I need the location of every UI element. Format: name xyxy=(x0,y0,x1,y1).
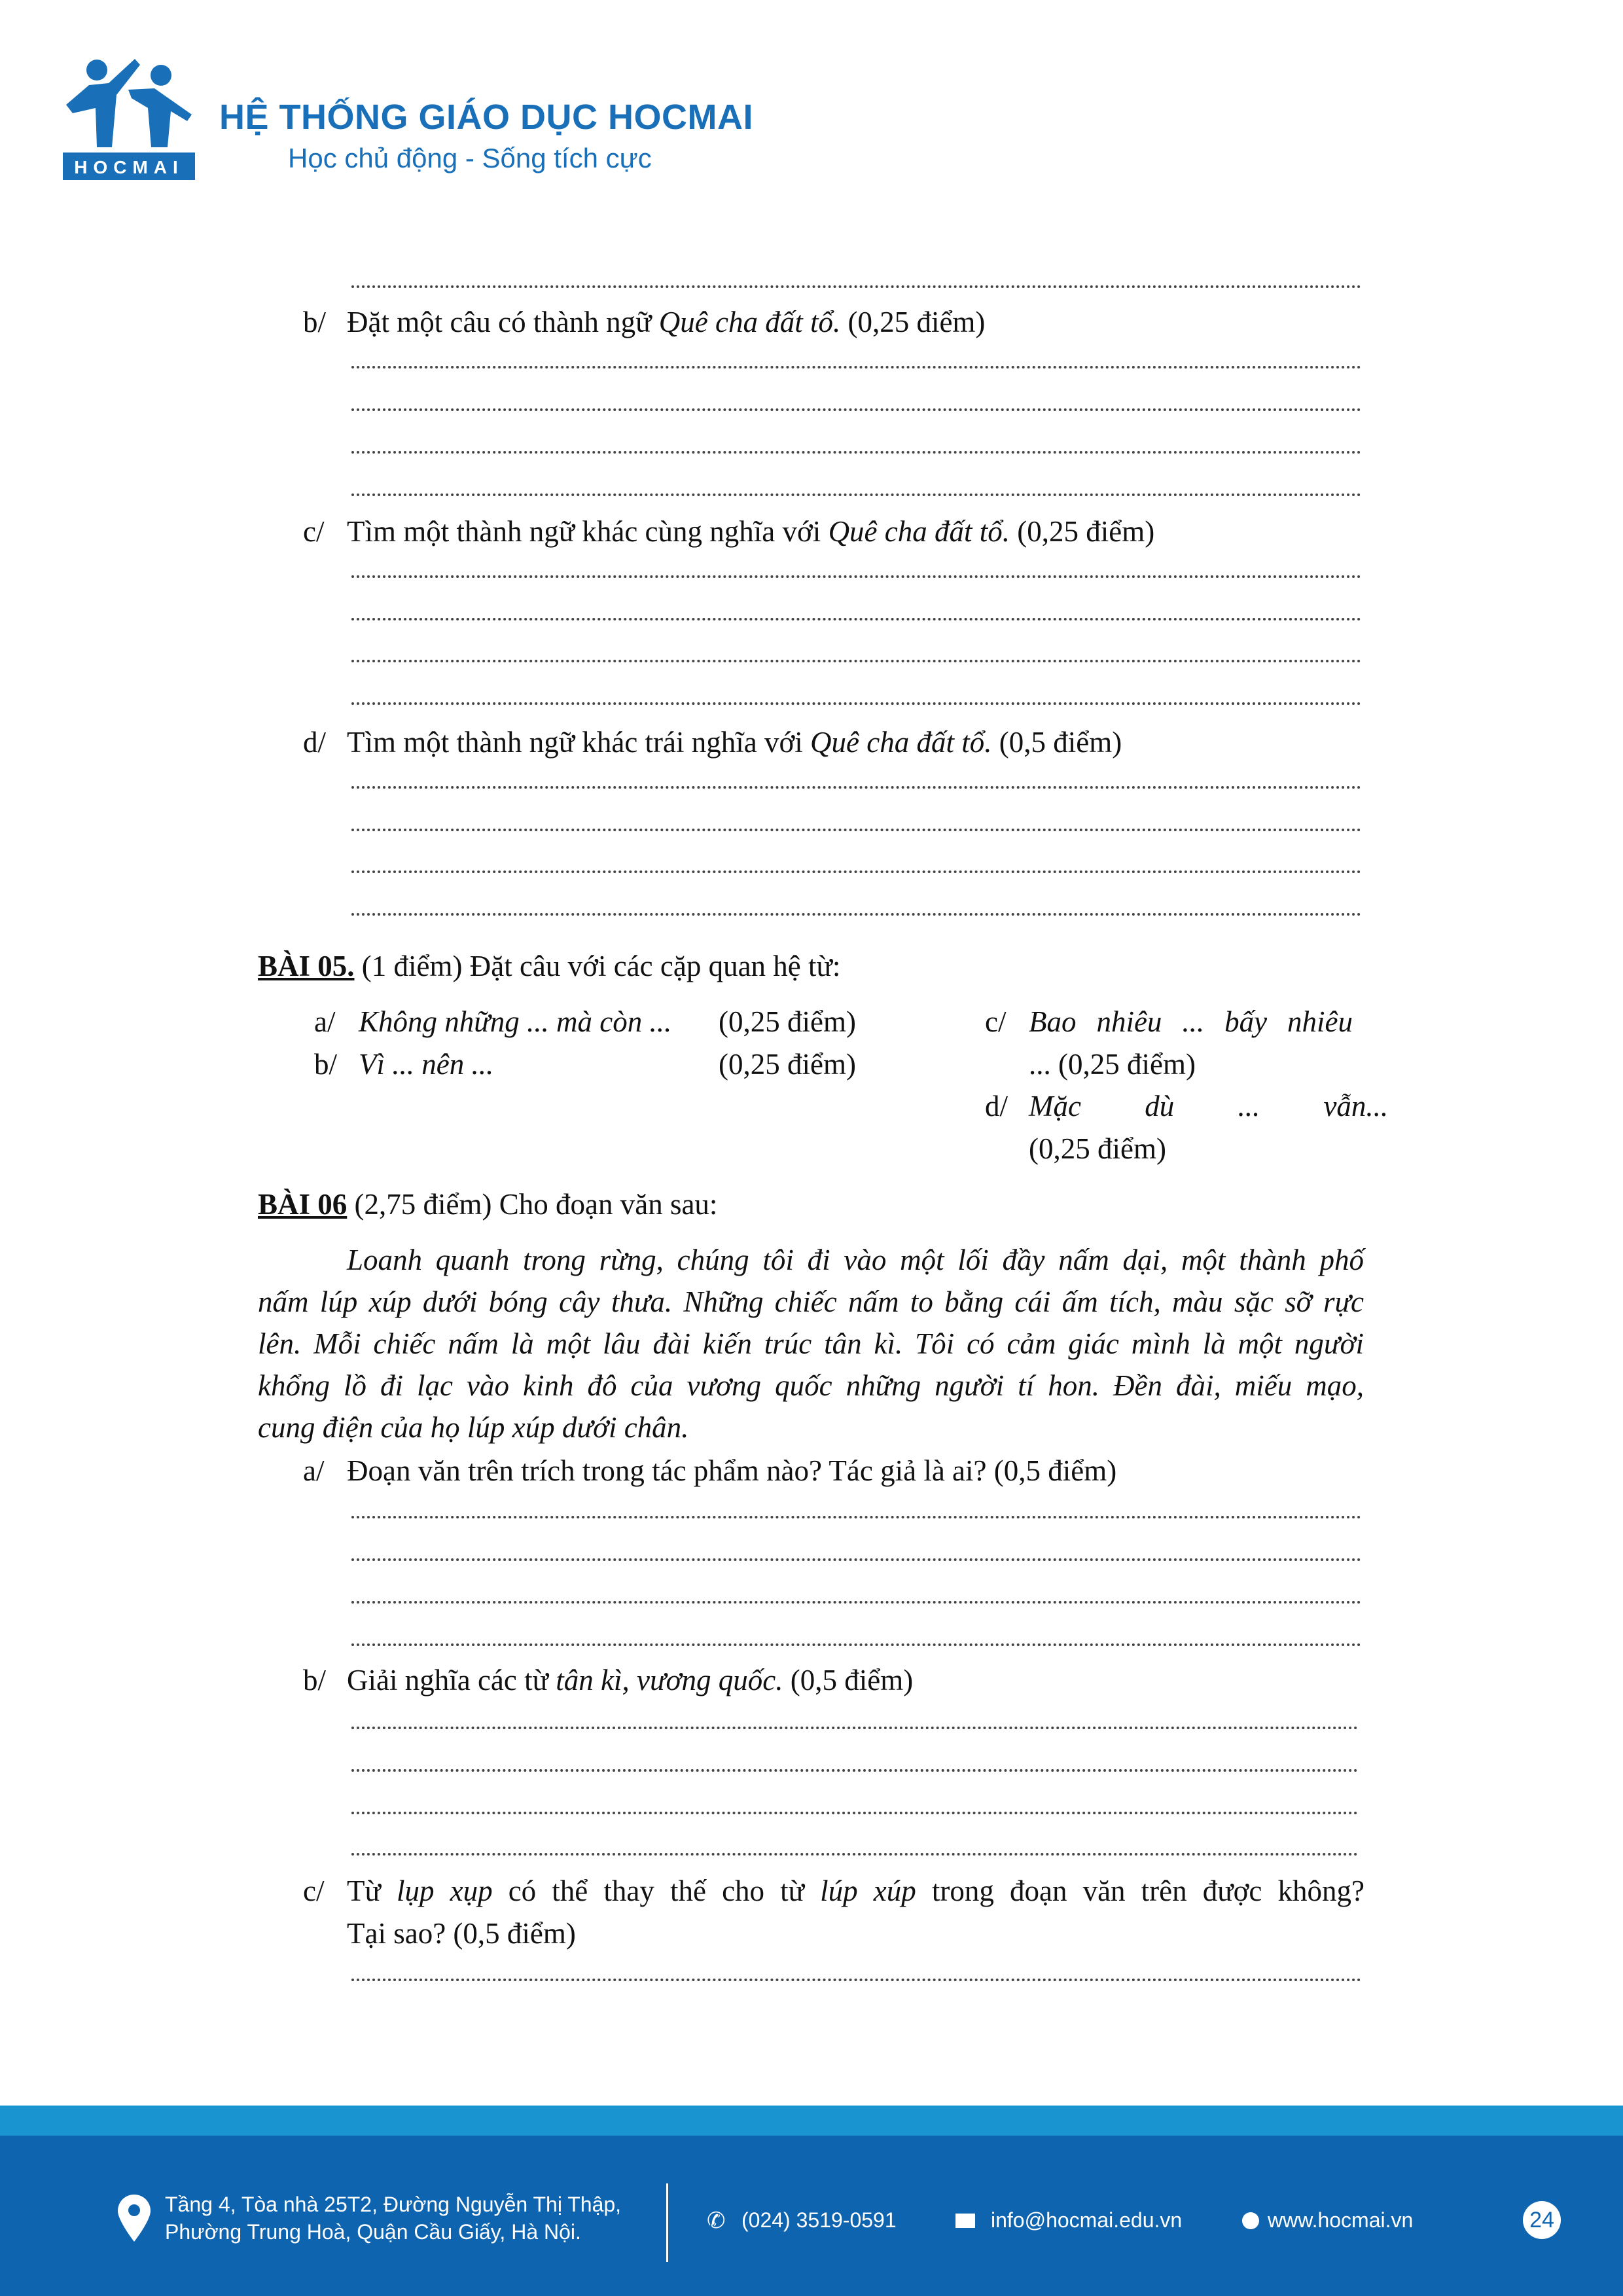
answer-line[interactable] xyxy=(351,1853,1358,1856)
answer-line[interactable] xyxy=(351,913,1361,916)
footer-email[interactable]: info@hocmai.edu.vn xyxy=(991,2208,1183,2232)
passage-line: Loanh quanh trong rừng, chúng tôi đi vào một lối đầy nấm dại, một thành phố xyxy=(347,1244,1364,1276)
q4-b-label: b/ xyxy=(303,306,327,338)
bai05-b-label: b/ xyxy=(314,1048,338,1081)
q4-b-text: Đặt một câu có thành ngữ Quê cha đất tổ. (0,25 điểm) xyxy=(347,306,986,338)
svg-text:HOCMAI: HOCMAI xyxy=(74,157,184,177)
footer-band-light xyxy=(0,2106,1623,2136)
passage-line: nấm lúp xúp dưới bóng cây thưa. Những chiếc nấm to bằng cái ấm tích, màu sặc sỡ rực xyxy=(258,1285,1364,1318)
bai06-a-label: a/ xyxy=(303,1454,325,1487)
answer-line[interactable] xyxy=(351,493,1361,496)
answer-line[interactable] xyxy=(351,451,1361,454)
answer-line[interactable] xyxy=(351,1558,1361,1561)
bai05-c-label: c/ xyxy=(985,1005,1007,1038)
answer-line[interactable] xyxy=(351,786,1361,789)
location-pin-icon xyxy=(118,2195,151,2245)
bai06-b-text: Giải nghĩa các từ tân kì, vương quốc. (0,5 điểm) xyxy=(347,1664,914,1696)
answer-line[interactable] xyxy=(351,660,1361,662)
bai06-passage xyxy=(258,1239,1364,1448)
bai05-d-text: Mặc dù ... vẫn... xyxy=(1029,1090,1389,1122)
hocmai-logo xyxy=(63,56,195,180)
q4-c-text: Tìm một thành ngữ khác cùng nghĩa với Quê cha đất tổ. (0,25 điểm) xyxy=(347,515,1155,548)
header-slogan: Học chủ động - Sống tích cực xyxy=(288,143,652,173)
passage-line: khổng lồ đi lạc vào kinh đô của vương quốc những người tí hon. Đền đài, miếu mạo, xyxy=(258,1369,1364,1402)
bai05-heading: BÀI 05. (1 điểm) Đặt câu với các cặp quan hệ từ: xyxy=(258,950,841,982)
bai05-d-score: (0,25 điểm) xyxy=(1029,1132,1166,1165)
q4-c-label: c/ xyxy=(303,515,325,548)
answer-line[interactable] xyxy=(351,1601,1361,1604)
footer-website[interactable]: www.hocmai.vn xyxy=(1268,2208,1414,2232)
bai05-b-text: Vì ... nên ... xyxy=(359,1048,494,1081)
answer-line[interactable] xyxy=(351,408,1361,411)
bai05-a-label: a/ xyxy=(314,1005,336,1038)
answer-line[interactable] xyxy=(351,1769,1358,1772)
answer-line[interactable] xyxy=(351,1643,1361,1646)
answer-line[interactable] xyxy=(351,366,1361,368)
answer-line[interactable] xyxy=(351,702,1361,705)
bai06-b-label: b/ xyxy=(303,1664,327,1696)
bai05-d-label: d/ xyxy=(985,1090,1008,1122)
footer-address-line2: Phường Trung Hoà, Quận Cầu Giấy, Hà Nội. xyxy=(165,2220,581,2244)
answer-line[interactable] xyxy=(351,575,1361,578)
answer-line[interactable] xyxy=(351,829,1361,831)
bai05-b-score: (0,25 điểm) xyxy=(719,1048,856,1081)
answer-line[interactable] xyxy=(351,618,1361,620)
answer-line[interactable] xyxy=(351,1812,1358,1814)
footer-address-line1: Tầng 4, Tòa nhà 25T2, Đường Nguyễn Thị Thập, xyxy=(165,2193,622,2216)
bai06-c-line2: Tại sao? (0,5 điểm) xyxy=(347,1917,576,1950)
answer-line[interactable] xyxy=(351,870,1361,873)
answer-line[interactable] xyxy=(351,285,1361,288)
bai06-c-label: c/ xyxy=(303,1874,325,1907)
q4-d-text: Tìm một thành ngữ khác trái nghĩa với Quê cha đất tổ. (0,5 điểm) xyxy=(347,726,1122,759)
header-title: HỆ THỐNG GIÁO DỤC HOCMAI xyxy=(219,98,753,137)
globe-icon xyxy=(1242,2212,1259,2229)
bai05-a-score: (0,25 điểm) xyxy=(719,1005,856,1038)
answer-line[interactable] xyxy=(351,1979,1361,1981)
bai06-c-text: Từ lụp xụp có thể thay thế cho từ lúp xúp trong đoạn văn trên được không? xyxy=(347,1874,1364,1907)
footer-divider xyxy=(666,2183,668,2262)
phone-icon: ✆ xyxy=(707,2208,726,2233)
bai05-a-text: Không những ... mà còn ... xyxy=(359,1005,672,1038)
email-icon xyxy=(955,2214,975,2228)
bai06-a-text: Đoạn văn trên trích trong tác phẩm nào? Tác giả là ai? (0,5 điểm) xyxy=(347,1454,1117,1487)
passage-line: cung điện của họ lúp xúp dưới chân. xyxy=(258,1411,689,1444)
page-number: 24 xyxy=(1529,2208,1554,2233)
footer-phone[interactable]: (024) 3519-0591 xyxy=(741,2208,897,2232)
bai06-heading: BÀI 06 (2,75 điểm) Cho đoạn văn sau: xyxy=(258,1188,718,1221)
bai05-c-score: ... (0,25 điểm) xyxy=(1029,1048,1196,1081)
q4-d-label: d/ xyxy=(303,726,327,759)
answer-line[interactable] xyxy=(351,1727,1358,1729)
passage-line: lên. Mỗi chiếc nấm là một lâu đài kiến trúc tân kì. Tôi có cảm giác mình là một người xyxy=(258,1327,1364,1360)
bai05-c-text: Bao nhiêu ... bấy nhiêu xyxy=(1029,1005,1353,1038)
page-number-badge xyxy=(1523,2201,1561,2239)
answer-line[interactable] xyxy=(351,1516,1361,1518)
